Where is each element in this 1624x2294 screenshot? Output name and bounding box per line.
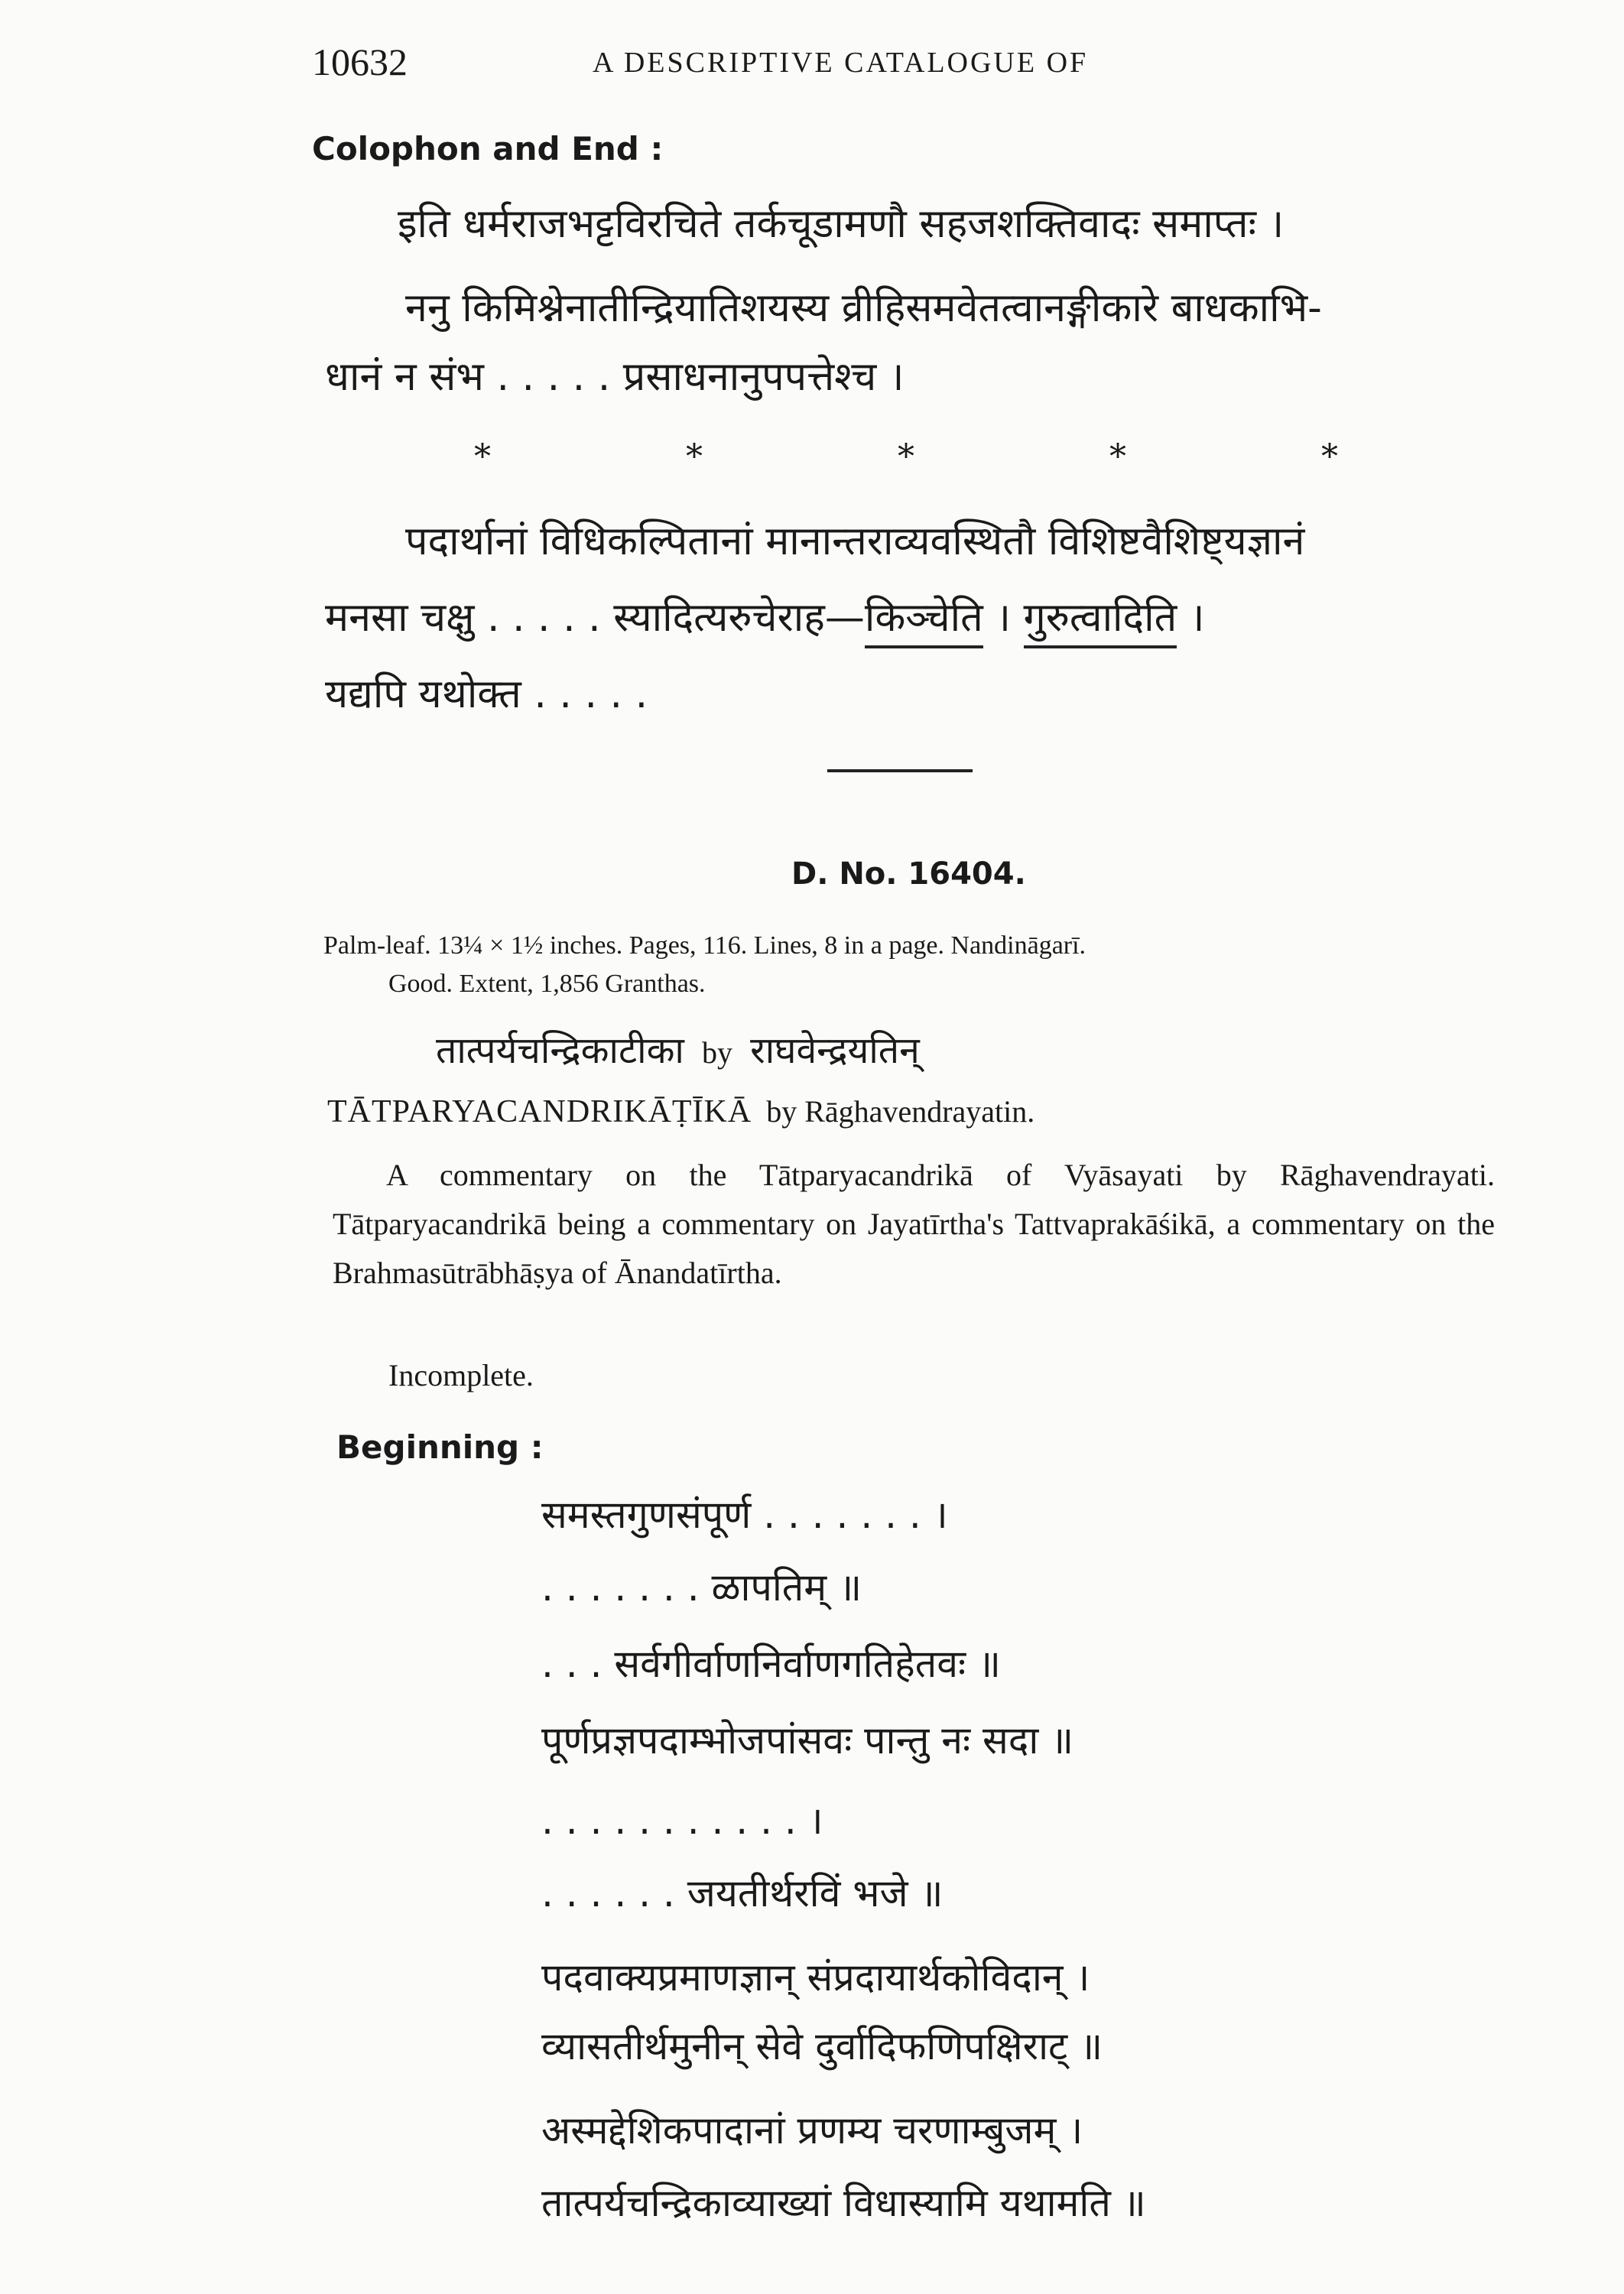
verse-line: समस्तगुणसंपूर्ण . . . . . . . । <box>541 1493 948 1537</box>
roman-title: TĀTPARYACANDRIKĀṬĪKĀ <box>327 1094 752 1129</box>
verse-line: . . . . . . . . . . . । <box>541 1798 823 1843</box>
entry-meta: Good. Extent, 1,856 Granthas. <box>388 970 706 998</box>
running-title: A DESCRIPTIVE CATALOGUE OF <box>593 47 1089 79</box>
devanagari-author: राघवेन्द्रयतिन् <box>750 1029 920 1072</box>
devanagari-title: तात्पर्यचन्द्रिकाटीका <box>436 1029 684 1072</box>
verse-line: तात्पर्यचन्द्रिकाव्याख्यां विधास्यामि यथामति ॥ <box>541 2181 1146 2225</box>
beginning-heading: Beginning : <box>336 1428 544 1466</box>
star: * <box>898 437 914 476</box>
entry-status: Incomplete. <box>388 1358 534 1392</box>
by-word: by <box>701 1035 732 1070</box>
devanagari-title-line <box>436 1025 920 1074</box>
colophon-line: धानं न संभ . . . . . प्रसाधनानुपपत्तेश्च । <box>325 354 905 400</box>
ellipsis-stars <box>474 437 1338 476</box>
verse-line: पदवाक्यप्रमाणज्ञान् संप्रदायार्थकोविदान् । <box>541 1955 1090 2000</box>
entry-description <box>333 1151 1495 1298</box>
danda: । <box>1177 595 1205 641</box>
star: * <box>686 437 703 476</box>
page-number: 10632 <box>312 41 408 83</box>
verse-line: पूर्णप्रज्ञपदाम्भोजपांसवः पान्तु नः सदा ॥ <box>541 1718 1074 1763</box>
entry-meta: Palm-leaf. 13¼ × 1½ inches. Pages, 116. Lines, 8 in a page. Nandināgarī. <box>323 931 1086 960</box>
danda: । <box>983 595 1024 641</box>
underlined-term: किञ्चेति <box>865 595 983 648</box>
colophon-line <box>325 589 1205 643</box>
verse-line: . . . सर्वगीर्वाणनिर्वाणगतिहेतवः ॥ <box>541 1642 1001 1686</box>
underlined-term: गुरुत्वादिति <box>1024 595 1177 648</box>
colophon-line: पदार्थानां विधिकल्पितानां मानान्तराव्यवस्थितौ विशिष्टवैशिष्ट्यज्ञानं <box>405 518 1305 564</box>
roman-title-line <box>327 1093 1034 1130</box>
star: * <box>474 437 491 476</box>
verse-line: . . . . . . जयतीर्थरविं भजे ॥ <box>541 1871 944 1915</box>
colophon-text: मनसा चक्षु . . . . . स्यादित्यरुचेराह— <box>325 595 865 641</box>
entry-number: D. No. 16404. <box>791 856 1026 892</box>
roman-author: by Rāghavendrayatin. <box>766 1094 1035 1129</box>
star: * <box>1321 437 1338 476</box>
verse-line: व्यासतीर्थमुनीन् सेवे दुर्वादिफणिपक्षिराट् ॥ <box>541 2024 1103 2068</box>
star: * <box>1109 437 1126 476</box>
verse-line: अस्मद्देशिकपादानां प्रणम्य चरणाम्बुजम् । <box>541 2108 1083 2153</box>
colophon-line: ननु किमिश्नेनातीन्द्रियातिशयस्य व्रीहिसमवेतत्वानङ्गीकारे बाधकाभि- <box>405 285 1322 331</box>
verse-line: . . . . . . . ळापतिम् ॥ <box>541 1565 862 1610</box>
colophon-line: इति धर्मराजभट्टविरचिते तर्कचूडामणौ सहजशक्तिवादः समाप्तः । <box>398 201 1285 247</box>
colophon-line: यद्यपि यथोक्त . . . . . <box>325 671 648 717</box>
description-text: A commentary on the Tātparyacandrikā of Vyāsayati by Rāghavendrayati. Tātparyacandrikā being a commentary on Jayatīrtha's Tattvaprakāśikā, a commentary on the Brahmasūtrābhāṣya of Ānandatīrtha. <box>333 1158 1495 1290</box>
section-divider <box>827 769 973 772</box>
colophon-heading: Colophon and End : <box>312 130 664 167</box>
